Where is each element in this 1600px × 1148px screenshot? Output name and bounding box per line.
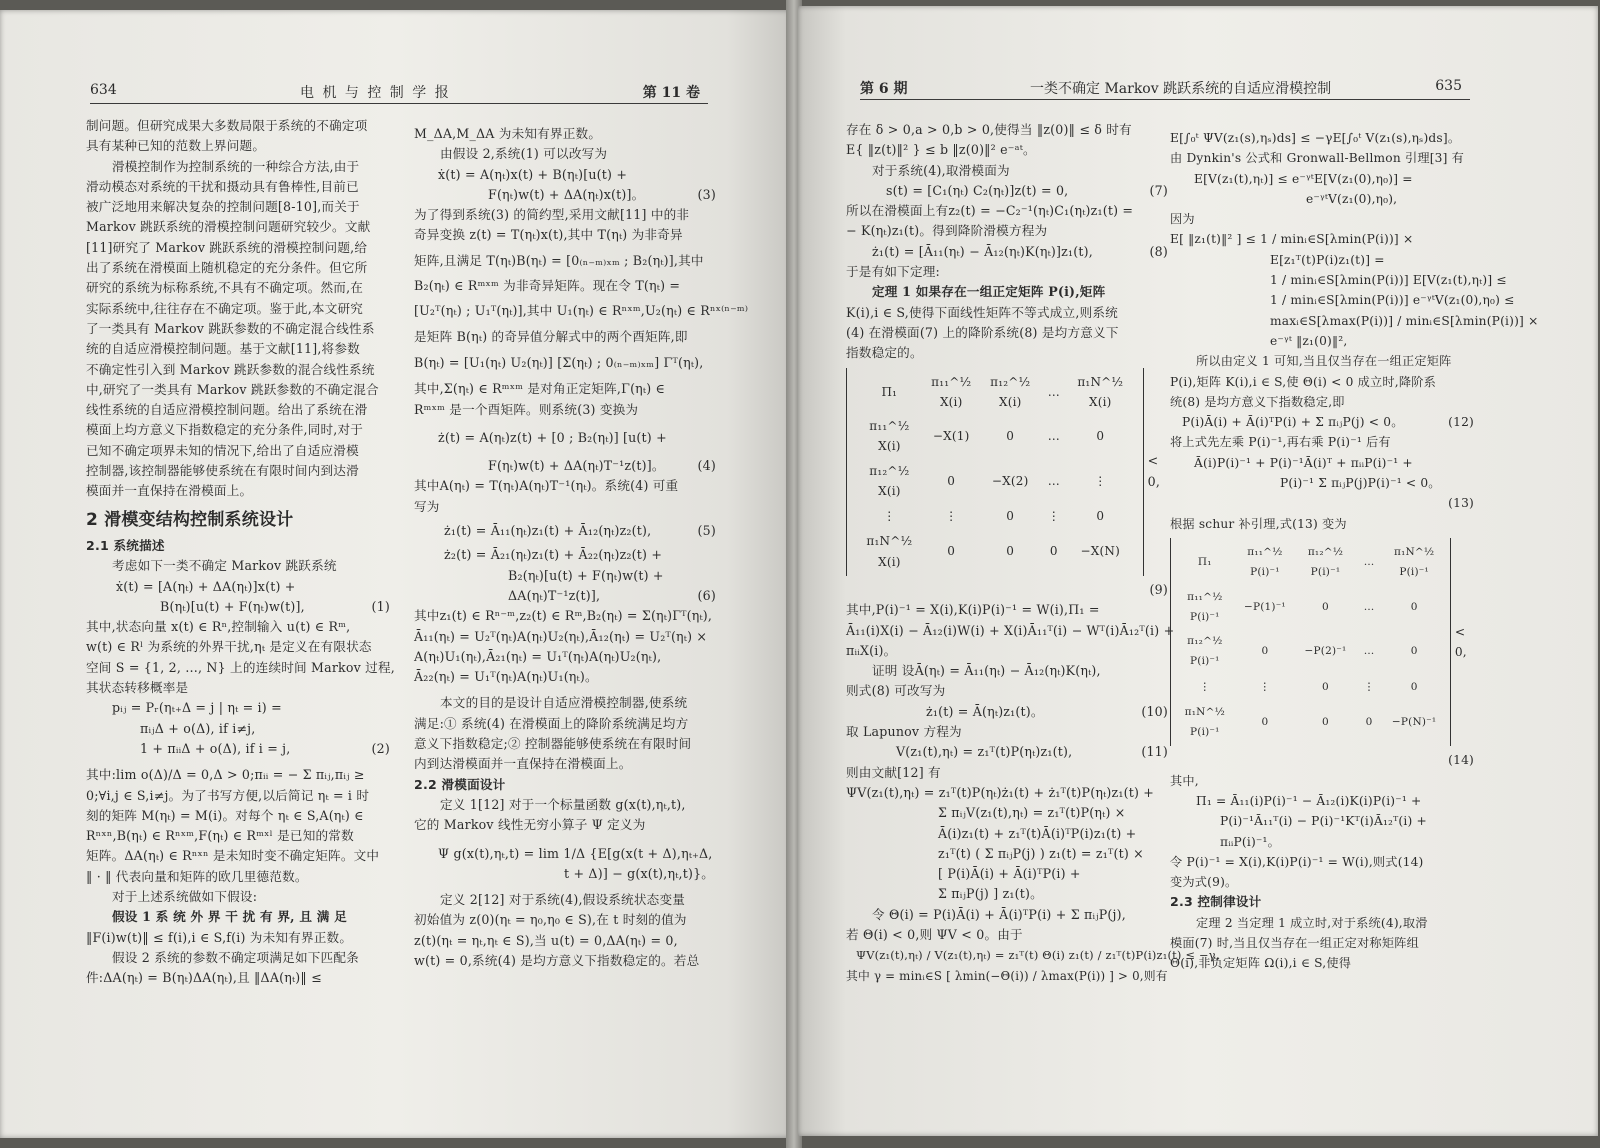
- equation-3: [414, 185, 716, 205]
- matrix-cell: π₁₁^½ X(i): [931, 374, 972, 409]
- assumption-1: 假设 1 系 统 外 界 干 扰 有 界, 且 满 足: [112, 909, 347, 925]
- matrix-cell: Π₁: [1197, 556, 1212, 569]
- text-span: (4): [697, 458, 716, 474]
- equation-line: Σ πᵢⱼV(z₁(t),ηₜ) = z₁ᵀ(t)P(ηₜ) ×: [938, 805, 1126, 821]
- text-line: 制问题。但研究成果大多数局限于系统的不确定项: [86, 118, 368, 133]
- text-line: 于是有如下定理:: [846, 264, 940, 280]
- matrix-cell: ⋮: [1047, 509, 1060, 524]
- matrix-cell: π₁₂^½ P(i)⁻¹: [1187, 635, 1223, 668]
- text-line: 实际系统中,往往存在不确定项。鉴于此,本文研究: [86, 300, 364, 316]
- text-line: (4) 在滑模面(7) 上的降阶系统(8) 是均方意义下: [846, 324, 1119, 340]
- left-page-header: [90, 80, 708, 104]
- text-line: Θ(i),非负定矩阵 Ω(i),i ∈ S,使得: [1170, 956, 1352, 971]
- equation-line: E[ ‖z₁(t)‖² ] ≤ 1 / minᵢ∈S[λmin(P(i))] ×: [1170, 232, 1414, 247]
- text-line: 出了系统在滑模面上随机稳定的充分条件。但它所: [86, 260, 368, 276]
- text-line: w(t) ∈ Rˡ 为系统的外界干扰,ηₜ 是定义在有限状态: [86, 639, 372, 655]
- matrix-cell: 0: [1322, 715, 1329, 728]
- equation-line: πᵢᵢP(i)⁻¹。: [1220, 834, 1281, 849]
- matrix-cell: …: [1047, 429, 1060, 444]
- text-line: M_ΔA,M_ΔA 为未知有界正数。: [414, 126, 602, 141]
- text-line: 滑模控制作为控制系统的一种综合方法,由于: [112, 158, 360, 174]
- matrix-cell: −P(N)⁻¹: [1391, 715, 1437, 728]
- article-title: 一类不确定 Markov 跳跃系统的自适应滑模控制: [1030, 81, 1332, 97]
- text-line: 令 Θ(i) = P(i)Ā(i) + Ā(i)ᵀP(i) + Σ πᵢⱼP(j),: [872, 906, 1126, 922]
- text-line: 则式(8) 可改写为: [846, 683, 946, 699]
- text-line: 0;∀i,j ∈ S,i≠j。为了书写方便,以后简记 ηₜ = i 时: [86, 787, 370, 803]
- text-line: 意义下指数稳定;② 控制器能够使系统在有限时间: [414, 736, 692, 752]
- text-line: 其中,状态向量 x(t) ∈ Rⁿ,控制输入 u(t) ∈ Rᵐ,: [86, 619, 351, 635]
- equation-line: Π₁ = Ā₁₁(i)P(i)⁻¹ − Ā₁₂(i)K(i)P(i)⁻¹ +: [1196, 793, 1422, 808]
- text-line: ‖ · ‖ 代表向量和矩阵的欧几里德范数。: [86, 868, 308, 884]
- text-line: 了一类具有 Markov 跳跃参数的不确定混合线性系: [86, 320, 375, 336]
- matrix-cell: 0: [1096, 509, 1105, 524]
- matrix-cell: …: [1047, 473, 1060, 488]
- text-span: (12): [1448, 415, 1474, 430]
- equation-line: [ P(i)Ā(i) + Ā(i)ᵀP(i) +: [938, 866, 1081, 882]
- equation-line: t + Δ)] − g(x(t),ηₜ,t)}。: [564, 865, 715, 881]
- definition-2: 定义 2[12] 对于系统(4),假设系统状态变量: [440, 892, 686, 908]
- equation-9-number: (9): [1149, 581, 1168, 597]
- text-line: 内到达滑模面并一直保持在滑模面上。: [414, 756, 632, 772]
- text-line: 变为式(9)。: [1170, 875, 1238, 890]
- text-line: E{ ‖z(t)‖² } ≤ b ‖z(0)‖² e⁻ᵃᵗ。: [846, 142, 1036, 158]
- equation-line: ΨV(z₁(t),ηₜ) / V(z₁(t),ηₜ) = z₁ᵀ(t) Θ(i) z₁(t) / z₁ᵀ(t)P(i)z₁(t) ≤ −γ,: [856, 948, 1220, 963]
- text-span: P(i)Ā(i) + Ā(i)ᵀP(i) + Σ πᵢⱼP(j) < 0。: [1182, 415, 1404, 430]
- left-page: [0, 10, 790, 1138]
- equation-11: [846, 742, 1168, 762]
- equation-2: [86, 739, 390, 759]
- text-line: K(i),i ∈ S,使得下面线性矩阵不等式成立,则系统: [846, 304, 1118, 320]
- equation-line: Ā(i)P(i)⁻¹ + P(i)⁻¹Ā(i)ᵀ + πᵢᵢP(i)⁻¹ +: [1194, 455, 1413, 470]
- left-column-1: [86, 116, 395, 988]
- text-line: 研究的系统为标称系统,不具有不确定项。然而,在: [86, 280, 364, 296]
- text-line: 因为: [1170, 212, 1195, 227]
- matrix-cell: ⋮: [1363, 680, 1375, 693]
- text-line: A(ηₜ)U₁(ηₜ),Ā₂₁(ηₜ) = U₁ᵀ(ηₜ)A(ηₜ)U₂(ηₜ),: [414, 648, 662, 664]
- matrix-cell: …: [1363, 600, 1375, 613]
- right-column-2: [1170, 128, 1539, 974]
- text-line: 已知不确定项界未知的情况下,给出了自适应滑模: [86, 442, 359, 458]
- text-span: (11): [1141, 744, 1168, 760]
- text-line: 写为: [414, 498, 440, 514]
- text-line: 其中z₁(t) ∈ Rⁿ⁻ᵐ,z₂(t) ∈ Rᵐ,B₂(ηₜ) = Σ(ηₜ)Γᵀ(ηₜ),: [414, 608, 713, 624]
- text-line: P(i),矩阵 K(i),i ∈ S,使 Θ(i) < 0 成立时,降阶系: [1170, 374, 1437, 389]
- text-line: 是矩阵 B(ηₜ) 的奇异值分解式中的两个酉矩阵,即: [414, 328, 688, 344]
- text-span: ż₁(t) = Ā₁₁(ηₜ)z₁(t) + Ā₁₂(ηₜ)z₂(t),: [444, 523, 652, 539]
- equation-1: [86, 597, 390, 617]
- subsection-2-2-title: 2.2 滑模面设计: [414, 776, 506, 792]
- matrix-cell: ⋮: [945, 509, 958, 524]
- matrix-cell: Π₁: [881, 384, 898, 399]
- matrix-cell: π₁₂^½ P(i)⁻¹: [1307, 545, 1344, 579]
- text-span: 1 + πᵢᵢΔ + o(Δ), if i = j,: [140, 740, 291, 756]
- text-span: (6): [697, 587, 716, 603]
- text-line: 线性系统的自适应滑模控制问题。给出了系统在滑: [86, 402, 368, 418]
- text-line: 根据 schur 补引理,式(13) 变为: [1170, 516, 1347, 531]
- equation-7: [846, 181, 1168, 201]
- text-span: (3): [697, 186, 716, 202]
- text-line: 被广泛地用来解决复杂的控制问题[8-10],而关于: [86, 199, 360, 215]
- equation-line: Ψ g(x(t),ηₜ,t) = lim 1/Δ {E[g(x(t + Δ),ηₜ₊Δ,: [438, 845, 713, 861]
- text-span: (2): [371, 740, 390, 756]
- equation-line: ẋ(t) = [A(ηₜ) + ΔA(ηₜ)]x(t) +: [116, 578, 296, 594]
- text-span: B(ηₜ)[u(t) + F(ηₜ)w(t)],: [160, 598, 305, 614]
- equation-line: ż(t) = A(ηₜ)z(t) + [0 ; B₂(ηₜ)] [u(t) +: [438, 429, 667, 445]
- left-column-2: [414, 124, 749, 971]
- equation-line: P(i)⁻¹Ā₁₁ᵀ(i) − P(i)⁻¹Kᵀ(i)Ā₁₂ᵀ(i) +: [1220, 814, 1427, 829]
- matrix-cell: π₁N^½ P(i)⁻¹: [1184, 705, 1225, 739]
- matrix-cell: 0: [1261, 715, 1269, 728]
- equation-line: Ā(i)z₁(t) + z₁ᵀ(t)Ā(i)ᵀP(i)z₁(t) +: [938, 825, 1137, 841]
- assumption-2: 假设 2 系统的参数不确定项满足如下匹配条: [112, 949, 359, 965]
- theorem-1: 定理 1 如果存在一组正定矩阵 P(i),矩阵: [872, 284, 1106, 300]
- text-span: s(t) = [C₁(ηₜ) C₂(ηₜ)]z(t) = 0,: [886, 182, 1069, 198]
- text-line: 由 Dynkin's 公式和 Gronwall-Bellmon 引理[3] 有: [1170, 151, 1465, 166]
- matrix-cell: 0: [1049, 544, 1058, 559]
- page-number: 634: [90, 82, 117, 98]
- text-line: 模面(7) 时,当且仅当存在一组正定对称矩阵组: [1170, 935, 1419, 950]
- text-line: 空间 S = {1, 2, …, N} 上的连续时间 Markov 过程,: [86, 659, 395, 675]
- matrix-cell: 0: [1322, 680, 1329, 693]
- text-line: 将上式先左乘 P(i)⁻¹,再右乘 P(i)⁻¹ 后有: [1170, 435, 1391, 450]
- text-line: Ā₁₁(ηₜ) = U₂ᵀ(ηₜ)A(ηₜ)U₂(ηₜ),Ā₁₂(ηₜ) = U₂ᵀ(ηₜ) ×: [414, 628, 708, 644]
- equation-4: [414, 456, 716, 476]
- matrix-cell: −X(2): [991, 473, 1029, 488]
- text-line: 滑动模态对系统的干扰和摄动具有鲁棒性,目前已: [86, 178, 359, 194]
- matrix-cell: 0: [1006, 544, 1015, 559]
- matrix-cell: 0: [1006, 429, 1015, 444]
- matrix-14: [1170, 538, 1474, 746]
- matrix-cell: 0: [1410, 645, 1418, 658]
- matrix-cell: 0: [1410, 600, 1418, 613]
- equation-14-number: (14): [1448, 753, 1474, 768]
- text-span: F(ηₜ)w(t) + ΔA(ηₜ)x(t)]。: [488, 186, 645, 202]
- matrix-cell: π₁₁^½ P(i)⁻¹: [1247, 545, 1283, 579]
- equation-line: e⁻ᵞᵗ ‖z₁(0)‖²,: [1270, 333, 1348, 348]
- text-line: Ā₂₂(ηₜ) = U₁ᵀ(ηₜ)A(ηₜ)U₁(ηₜ)。: [414, 669, 598, 685]
- text-line: 刻的矩阵 M(ηₜ) = M(i)。对每个 ηₜ ∈ S,A(ηₜ) ∈: [86, 807, 364, 823]
- text-line: 对于上述系统做如下假设:: [112, 888, 258, 904]
- text-line: [11]研究了 Markov 跳跃系统的滑模控制问题,给: [86, 239, 368, 255]
- text-line: 统的自适应滑模控制问题。基于文献[11],将参数: [86, 341, 360, 357]
- text-line: 模面并一直保持在滑模面上。: [86, 483, 253, 499]
- text-span: (7): [1149, 182, 1168, 198]
- definition-1: 定义 1[12] 对于一个标量函数 g(x(t),ηₜ,t),: [440, 796, 686, 812]
- text-line: 由假设 2,系统(1) 可以改写为: [440, 146, 608, 162]
- text-span: F(ηₜ)w(t) + ΔA(ηₜ)T⁻¹z(t)]。: [488, 458, 665, 474]
- text-line: 指数稳定的。: [846, 345, 923, 361]
- equation-12: [1170, 412, 1474, 432]
- equation-line: z₁ᵀ(t) ( Σ πᵢⱼP(j) ) z₁(t) = z₁ᵀ(t) ×: [938, 845, 1144, 861]
- matrix-cell: 0: [1322, 600, 1329, 613]
- issue-label: 第 6 期: [860, 81, 908, 97]
- text-line: 矩阵。ΔA(ηₜ) ∈ Rⁿˣⁿ 是未知时变不确定矩阵。文中: [86, 848, 380, 864]
- matrix-cell: π₁₁^½ X(i): [869, 419, 910, 454]
- text-line: 为了得到系统(3) 的简约型,采用文献[11] 中的非: [414, 207, 690, 223]
- text-line: 其状态转移概率是: [86, 680, 189, 696]
- equation-line: pᵢⱼ = Pᵣ(ηₜ₊Δ = j | ηₜ = i) =: [112, 700, 282, 716]
- journal-name: 电 机 与 控 制 学 报: [300, 85, 451, 101]
- volume-label: 第 11 卷: [642, 85, 700, 101]
- text-line: 不确定性引入到 Markov 跳跃参数的混合线性系统: [86, 361, 375, 377]
- matrix-cell: 0: [1410, 680, 1418, 693]
- text-line: z(t)(ηₜ = ηₜ,ηₜ ∈ S),当 u(t) = 0,ΔA(ηₜ) = 0,: [414, 932, 678, 948]
- text-span: (1): [371, 598, 390, 614]
- equation-line: B(ηₜ) = [U₁(ηₜ) U₂(ηₜ)] [Σ(ηₜ) ; 0₍ₙ₋ₘ₎ₓₘ] Γᵀ(ηₜ),: [414, 354, 704, 370]
- text-line: 矩阵,且满足 T(ηₜ)B(ηₜ) = [0₍ₙ₋ₘ₎ₓₘ ; B₂(ηₜ)],其中: [414, 252, 704, 268]
- equation-line: E[∫₀ᵗ ΨV(z₁(s),ηₛ)ds] ≤ −γE[∫₀ᵗ V(z₁(s),ηₛ)ds]。: [1170, 131, 1461, 145]
- text-line: 其中:lim o(Δ)/Δ = 0,Δ > 0;πᵢᵢ = − Σ πᵢⱼ,πᵢⱼ ≥: [86, 767, 365, 783]
- matrix-9: [846, 368, 1168, 576]
- text-line: − K(ηₜ)z₁(t)。得到降阶滑模方程为: [846, 223, 1048, 239]
- matrix-cell: 0: [1261, 645, 1269, 658]
- text-line: 具有某种已知的范数上界问题。: [86, 138, 266, 154]
- text-line: Markov 跳跃系统的滑模控制问题研究较少。文献: [86, 219, 371, 235]
- text-line: 中,研究了一类具有 Markov 跳跃参数的不确定混合: [86, 381, 379, 397]
- text-line: 初始值为 z(0)(ηₜ = η₀,η₀ ∈ S),在 t 时刻的值为: [414, 912, 687, 928]
- text-line: 控制器,该控制器能够使系统在有限时间内到达滑: [86, 463, 359, 479]
- text-line: 奇异变换 z(t) = T(ηₜ)x(t),其中 T(ηₜ) 为非奇异: [414, 227, 683, 243]
- matrix-cell: 0: [947, 544, 956, 559]
- text-line: 存在 δ > 0,a > 0,b > 0,使得当 ‖z(0)‖ ≤ δ 时有: [846, 122, 1132, 137]
- right-page-header: [860, 76, 1470, 100]
- text-line: 本文的目的是设计自适应滑模控制器,使系统: [440, 695, 688, 711]
- text-line: B₂(ηₜ) ∈ Rᵐˣᵐ 为非奇异矩阵。现在令 T(ηₜ) =: [414, 278, 681, 294]
- matrix-cell: π₁₁^½ P(i)⁻¹: [1187, 590, 1223, 623]
- subsection-2-1-title: 2.1 系统描述: [86, 537, 165, 553]
- matrix-cell: 0: [1006, 509, 1015, 524]
- text-line: 它的 Markov 线性无穷小算子 Ψ 定义为: [414, 817, 646, 833]
- text-line: Rᵐˣᵐ 是一个酉矩阵。则系统(3) 变换为: [414, 401, 639, 417]
- matrix-cell: π₁N^½ P(i)⁻¹: [1393, 545, 1435, 579]
- text-span: ż₁(t) = Ā(ηₜ)z₁(t)。: [926, 703, 1044, 719]
- theorem-2: 定理 2 当定理 1 成立时,对于系统(4),取滑: [1196, 915, 1428, 930]
- text-line: ‖F(i)w(t)‖ ≤ f(i),i ∈ S,f(i) 为未知有界正数。: [86, 929, 353, 945]
- matrix-cell: π₁N^½ X(i): [1077, 374, 1124, 409]
- matrix-cell: …: [1363, 645, 1375, 658]
- text-line: 则由文献[12] 有: [846, 764, 941, 780]
- equation-5: [414, 521, 716, 541]
- text-line: Ā₁₁(i)X(i) − Ā₁₂(i)W(i) + X(i)Ā₁₁ᵀ(i) − Wᵀ(i)Ā₁₂ᵀ(i) +: [846, 622, 1175, 638]
- equation-13-number: (13): [1448, 496, 1474, 511]
- text-span: V(z₁(t),ηₜ) = z₁ᵀ(t)P(ηₜ)z₁(t),: [896, 744, 1073, 760]
- text-line: [U₂ᵀ(ηₜ) ; U₁ᵀ(ηₜ)],其中 U₁(ηₜ) ∈ Rⁿˣᵐ,U₂(ηₜ) ∈ Rⁿˣ⁽ⁿ⁻ᵐ⁾: [414, 303, 749, 319]
- text-line: 令 P(i)⁻¹ = X(i),K(i)P(i)⁻¹ = W(i),则式(14): [1170, 854, 1424, 869]
- text-line: 所以由定义 1 可知,当且仅当存在一组正定矩阵: [1196, 354, 1452, 369]
- equation-line: ẋ(t) = A(ηₜ)x(t) + B(ηₜ)[u(t) +: [438, 166, 628, 182]
- equation-line: P(i)⁻¹ Σ πᵢⱼP(j)P(i)⁻¹ < 0。: [1280, 476, 1441, 491]
- text-span: < 0,: [1147, 453, 1161, 489]
- matrix-cell: −P(1)⁻¹: [1243, 600, 1286, 613]
- text-span: (5): [697, 523, 716, 539]
- matrix-cell: −X(1): [932, 429, 970, 444]
- text-line: 件:ΔA(ηₜ) = B(ηₜ)ΔA(ηₜ),且 ‖ΔA(ηₜ)‖ ≤: [86, 970, 322, 986]
- matrix-cell: 0: [1096, 429, 1105, 444]
- text-line: 取 Lapunov 方程为: [846, 724, 962, 740]
- equation-line: ż₂(t) = Ā₂₁(ηₜ)z₁(t) + Ā₂₂(ηₜ)z₂(t) +: [444, 547, 663, 563]
- text-span: ż₁(t) = [Ā₁₁(ηₜ) − Ā₁₂(ηₜ)K(ηₜ)]z₁(t),: [872, 243, 1093, 259]
- matrix-cell: −P(2)⁻¹: [1304, 645, 1347, 658]
- matrix-cell: 0: [1365, 715, 1373, 728]
- text-line: 其中 γ = minᵢ∈S [ λmin(−Θ(i)) / λmax(P(i)) ] > 0,则有: [846, 968, 1168, 983]
- matrix-cell: ⋮: [1094, 473, 1107, 488]
- equation-line: e⁻ᵞᵗV(z₁(0),η₀),: [1306, 191, 1398, 206]
- text-line: 其中,Σ(ηₜ) ∈ Rᵐˣᵐ 是对角正定矩阵,Γ(ηₜ) ∈: [414, 381, 666, 397]
- right-page: [798, 6, 1598, 1136]
- text-line: 其中,: [1170, 773, 1199, 788]
- matrix-cell: 0: [947, 473, 956, 488]
- text-line: 满足:① 系统(4) 在滑模面上的降阶系统满足均方: [414, 715, 689, 731]
- text-line: 其中A(ηₜ) = T(ηₜ)A(ηₜ)T⁻¹(ηₜ)。系统(4) 可重: [414, 478, 679, 494]
- text-span: (8): [1149, 243, 1168, 259]
- text-span: (10): [1141, 703, 1168, 719]
- text-line: 统(8) 是均方意义下指数稳定,即: [1170, 394, 1345, 409]
- equation-line: E[V(z₁(t),ηₜ)] ≤ e⁻ᵞᵗE[V(z₁(0),η₀)] =: [1194, 171, 1413, 186]
- proof-start: 证明 设Ā(ηₜ) = Ā₁₁(ηₜ) − Ā₁₂(ηₜ)K(ηₜ),: [872, 663, 1101, 679]
- text-line: 对于系统(4),取滑模面为: [872, 162, 1010, 178]
- equation-8: [846, 242, 1168, 262]
- matrix-cell: …: [1047, 384, 1060, 399]
- subsection-2-3-title: 2.3 控制律设计: [1170, 894, 1262, 910]
- equation-line: B₂(ηₜ)[u(t) + F(ηₜ)w(t) +: [508, 567, 664, 583]
- equation-line: E[z₁ᵀ(t)P(i)z₁(t)] =: [1270, 252, 1385, 267]
- matrix-cell: π₁₂^½ X(i): [869, 463, 910, 499]
- text-span: ΔA(ηₜ)T⁻¹z(t)],: [508, 587, 601, 603]
- text-line: πᵢᵢX(i)。: [846, 642, 897, 658]
- equation-line: 1 / minᵢ∈S[λmin(P(i))] E[V(z₁(t),ηₜ)] ≤: [1270, 273, 1507, 288]
- matrix-cell: π₁N^½ X(i): [866, 534, 913, 569]
- matrix-cell: ⋮: [1199, 680, 1211, 693]
- equation-line: 1 / minᵢ∈S[λmin(P(i))] e⁻ᵞᵗV(z₁(0),η₀) ≤: [1270, 293, 1515, 308]
- text-line: 若 Θ(i) < 0,则 ΨV < 0。由于: [846, 926, 1023, 942]
- matrix-cell: …: [1363, 556, 1375, 569]
- text-line: 模面上均方意义下指数稳定的充分条件,同时,对于: [86, 422, 364, 438]
- equation-line: πᵢⱼΔ + o(Δ), if i≠j,: [140, 720, 256, 736]
- equation-10: [846, 702, 1168, 722]
- matrix-cell: π₁₂^½ X(i): [990, 374, 1031, 409]
- text-span: < 0,: [1454, 624, 1467, 660]
- equation-6: [414, 586, 716, 606]
- equation-line: Σ πᵢⱼP(j) ] z₁(t)。: [938, 886, 1043, 902]
- text-line: 其中,P(i)⁻¹ = X(i),K(i)P(i)⁻¹ = W(i),Π₁ =: [846, 602, 1100, 618]
- text-line: Rⁿˣⁿ,B(ηₜ) ∈ Rⁿˣᵐ,F(ηₜ) ∈ Rᵐˣˡ 是已知的常数: [86, 828, 354, 844]
- page-number: 635: [1435, 78, 1462, 94]
- matrix-cell: ⋮: [883, 509, 896, 524]
- equation-line: ΨV(z₁(t),ηₜ) = z₁ᵀ(t)P(ηₜ)ż₁(t) + ż₁ᵀ(t)P(ηₜ)z₁(t) +: [846, 784, 1155, 800]
- text-line: w(t) = 0,系统(4) 是均方意义下指数稳定的。若总: [414, 952, 700, 968]
- matrix-cell: ⋮: [1259, 680, 1271, 693]
- text-line: 所以在滑模面上有z₂(t) = −C₂⁻¹(ηₜ)C₁(ηₜ)z₁(t) =: [846, 203, 1134, 219]
- matrix-cell: −X(N): [1080, 544, 1121, 559]
- text-line: 考虑如下一类不确定 Markov 跳跃系统: [112, 558, 337, 574]
- equation-line: maxᵢ∈S[λmax(P(i))] / minᵢ∈S[λmin(P(i))] ×: [1270, 313, 1539, 328]
- section-2-title: 2 滑模变结构控制系统设计: [86, 509, 294, 530]
